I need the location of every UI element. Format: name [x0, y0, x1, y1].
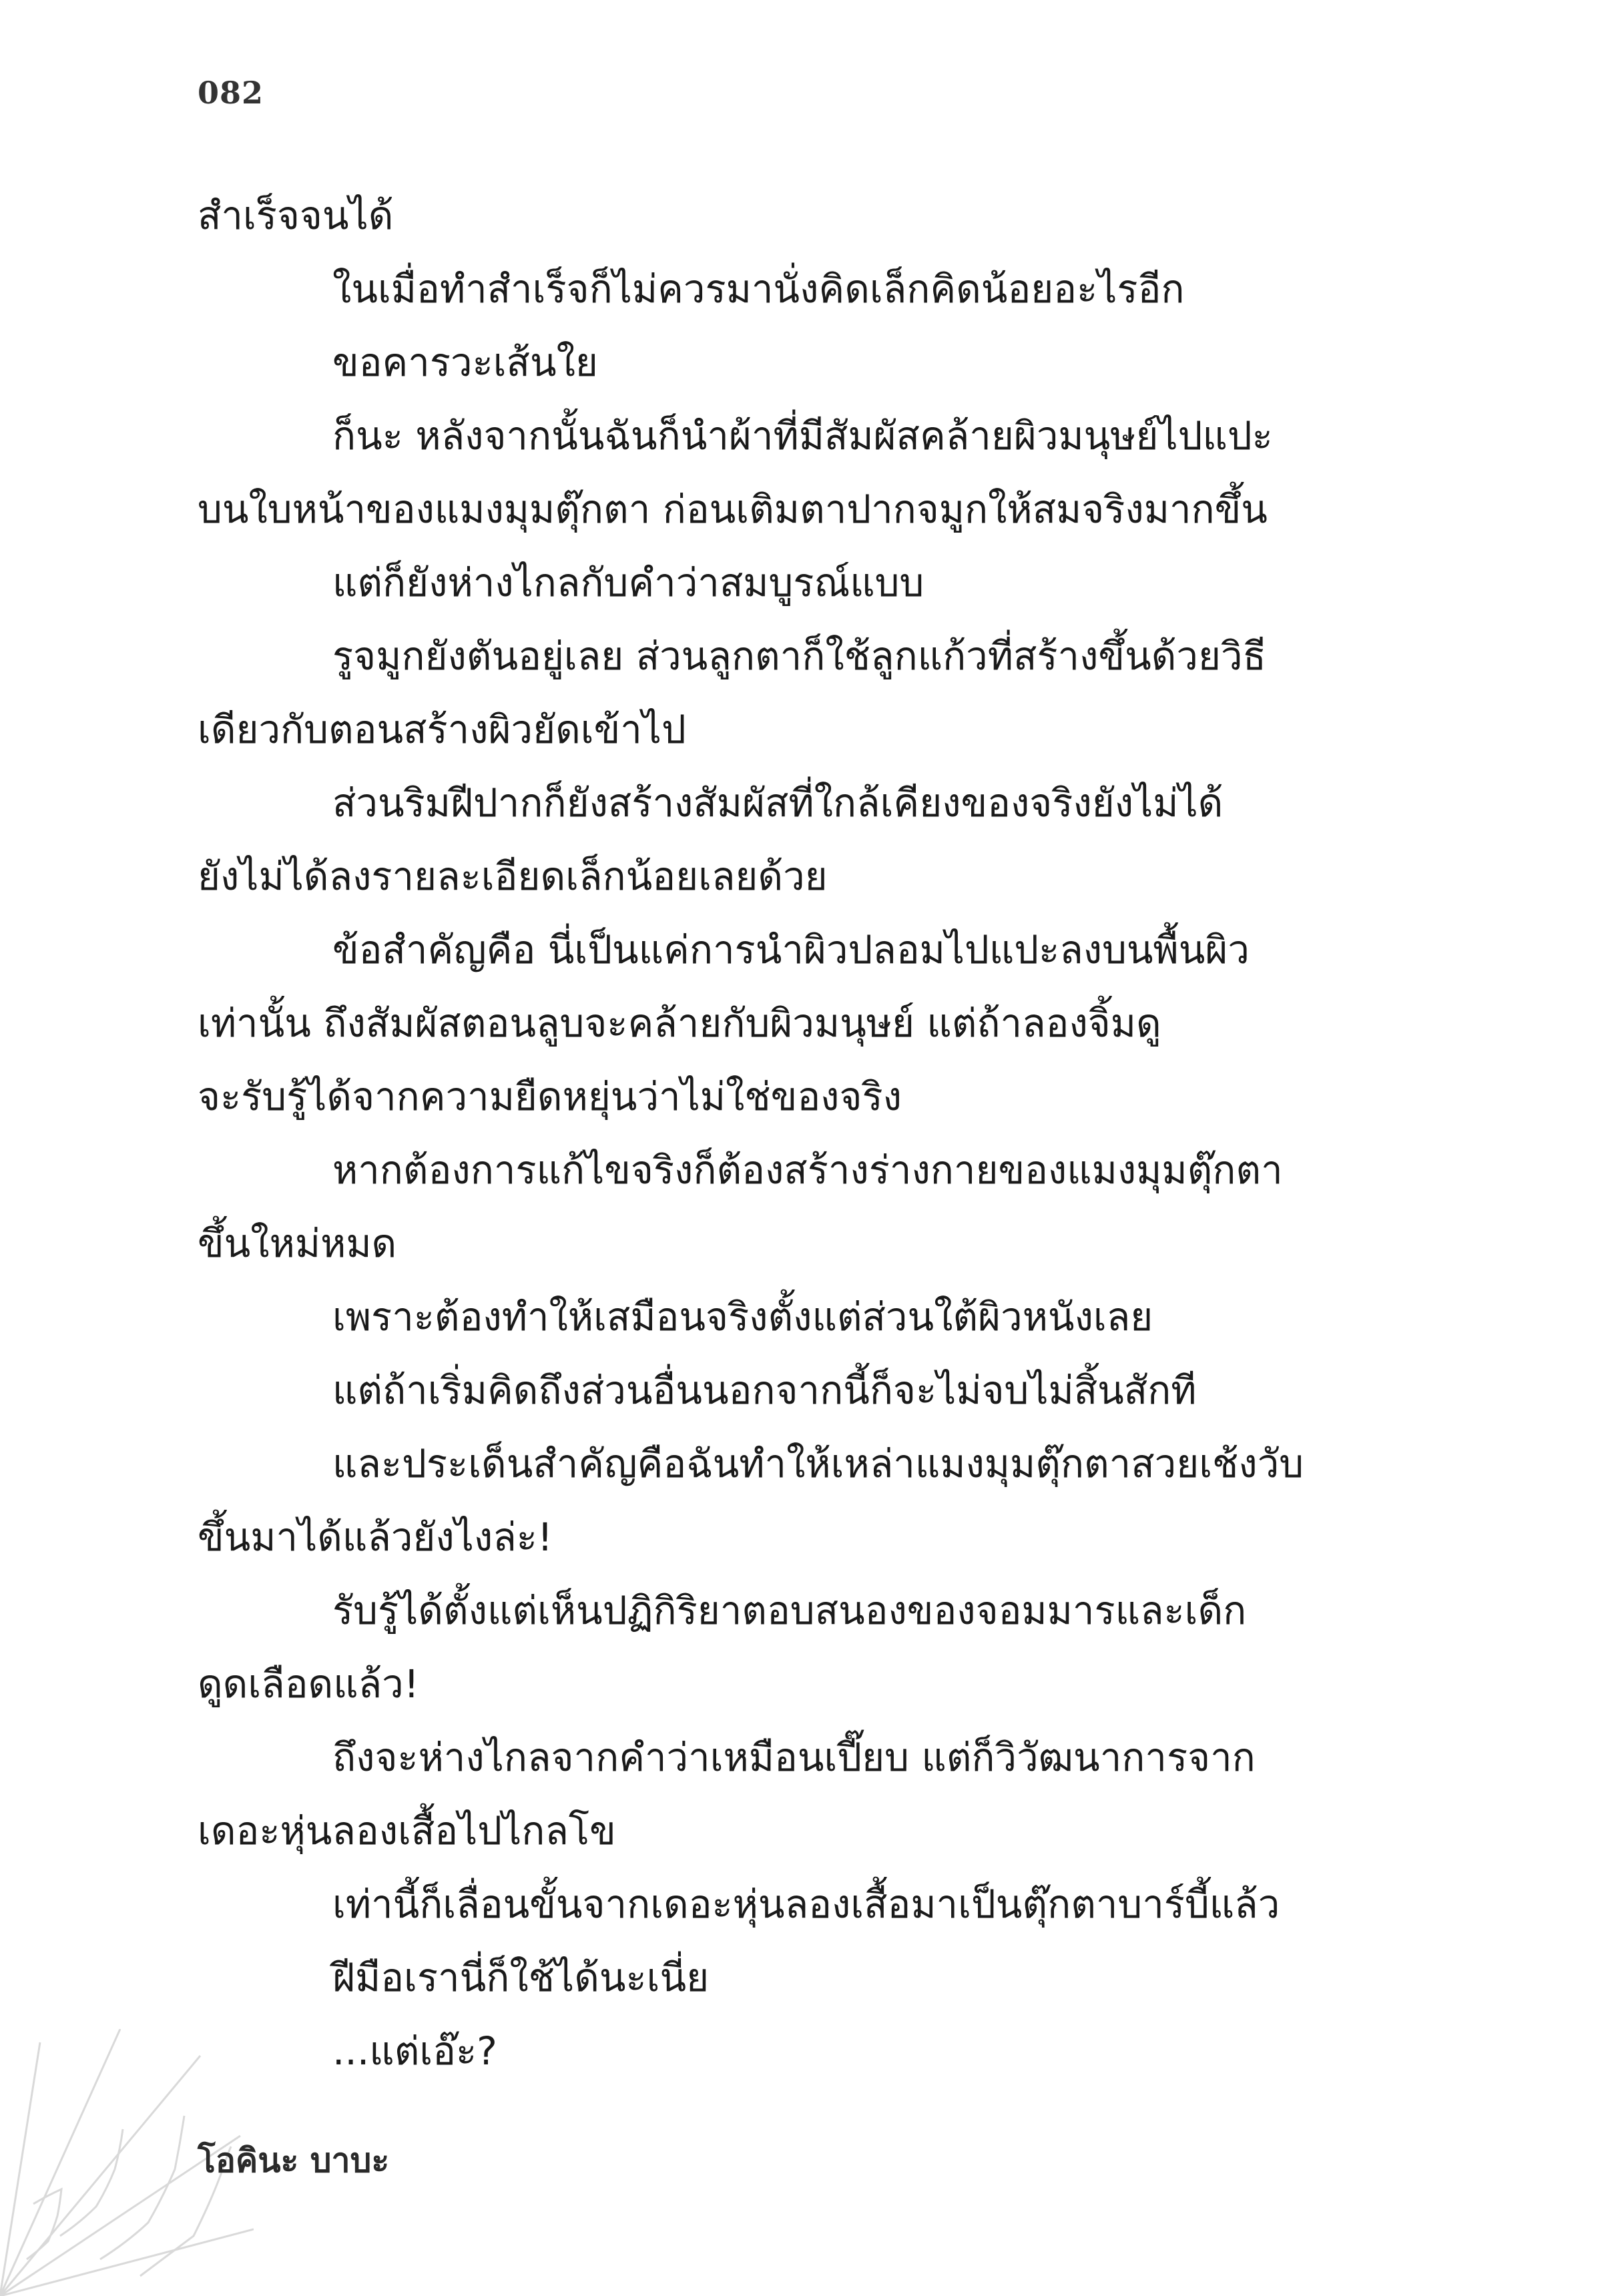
text-line: ดูดเลือดแล้ว! [198, 1661, 419, 1707]
text-line: ในเมื่อทำสำเร็จก็ไม่ควรมานั่งคิดเล็กคิดน้อยอะไรอีก [332, 266, 1185, 312]
text-line: ถึงจะห่างไกลจากคำว่าเหมือนเปี๊ยบ แต่ก็วิวัฒนาการจาก [332, 1735, 1256, 1780]
text-line: ขึ้นใหม่หมด [198, 1221, 397, 1266]
text-line: ขอคารวะเส้นใย [332, 340, 598, 385]
text-line: แต่ก็ยังห่างไกลกับคำว่าสมบูรณ์แบบ [332, 560, 924, 605]
text-line: ยังไม่ได้ลงรายละเอียดเล็กน้อยเลยด้วย [198, 854, 828, 899]
text-line: ฝีมือเรานี่ก็ใช้ได้นะเนี่ย [332, 1955, 710, 2000]
text-line: ขึ้นมาได้แล้วยังไงล่ะ! [198, 1514, 553, 1560]
page-number: 082 [198, 75, 264, 111]
text-line: หากต้องการแก้ไขจริงก็ต้องสร้างร่างกายของแมงมุมตุ๊กตา [332, 1147, 1283, 1193]
author-name: โอคินะ บาบะ [198, 2141, 390, 2180]
text-line: ...แต่เอ๊ะ? [332, 2028, 497, 2074]
text-line: รับรู้ได้ตั้งแต่เห็นปฏิกิริยาตอบสนองของจอมมารและเด็ก [332, 1588, 1247, 1633]
text-line: แต่ถ้าเริ่มคิดถึงส่วนอื่นนอกจากนี้ก็จะไม่จบไม่สิ้นสักที [332, 1368, 1197, 1413]
body-text [198, 179, 1415, 2088]
text-line: เท่านั้น ถึงสัมผัสตอนลูบจะคล้ายกับผิวมนุษย์ แต่ถ้าลองจิ้มดู [198, 1000, 1161, 1046]
text-line: เดียวกับตอนสร้างผิวยัดเข้าไป [198, 707, 686, 752]
text-line: เท่านี้ก็เลื่อนขั้นจากเดอะหุ่นลองเสื้อมาเป็นตุ๊กตาบาร์บี้แล้ว [332, 1882, 1280, 1927]
text-line: ส่วนริมฝีปากก็ยังสร้างสัมผัสที่ใกล้เคียงของจริงยังไม่ได้ [332, 780, 1224, 826]
text-line: บนใบหน้าของแมงมุมตุ๊กตา ก่อนเติมตาปากจมูกให้สมจริงมากขึ้น [198, 487, 1268, 532]
text-line: เดอะหุ่นลองเสื้อไปไกลโข [198, 1808, 616, 1853]
text-line: จะรับรู้ได้จากความยืดหยุ่นว่าไม่ใช่ของจริง [198, 1074, 902, 1119]
text-line: สำเร็จจนได้ [198, 193, 394, 238]
text-line: รูจมูกยังตันอยู่เลย ส่วนลูกตาก็ใช้ลูกแก้วที่สร้างขึ้นด้วยวิธี [332, 633, 1266, 679]
text-line: ก็นะ หลังจากนั้นฉันก็นำผ้าที่มีสัมผัสคล้ายผิวมนุษย์ไปแปะ [332, 413, 1273, 459]
text-line: และประเด็นสำคัญคือฉันทำให้เหล่าแมงมุมตุ๊กตาสวยเช้งวับ [332, 1441, 1304, 1486]
text-line: ข้อสำคัญคือ นี่เป็นแค่การนำผิวปลอมไปแปะลงบนพื้นผิว [332, 927, 1250, 972]
text-line: เพราะต้องทำให้เสมือนจริงตั้งแต่ส่วนใต้ผิวหนังเลย [332, 1294, 1153, 1340]
